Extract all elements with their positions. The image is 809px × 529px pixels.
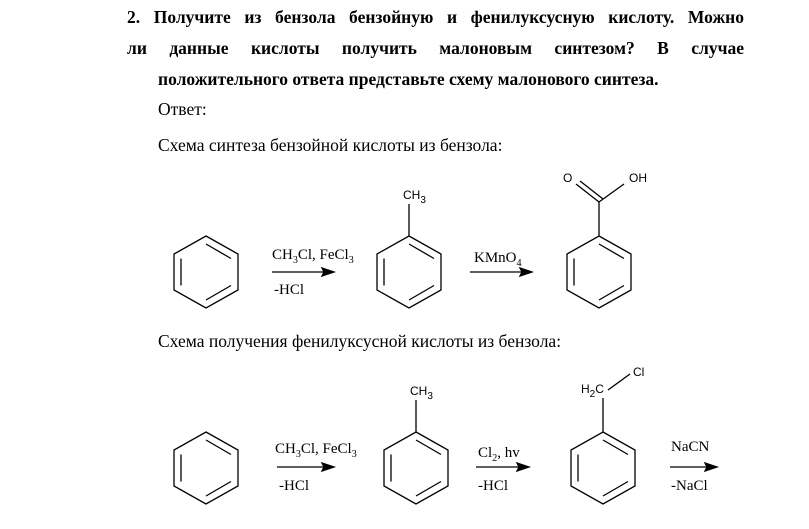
scheme2-step3-byproduct: -NaCl — [671, 478, 708, 494]
scheme2-arrow-3 — [670, 463, 717, 471]
question-line-1: 2. Получите из бензола бензойную и фенилуксусную кислоту. Можно — [127, 7, 744, 27]
answer-label: Ответ: — [158, 99, 207, 119]
scheme1-step2-reagent: KMnO$_4$ — [474, 250, 522, 269]
scheme1-step1-reagent: $CH_3Cl$, FeCl$_3$ — [272, 247, 354, 266]
scheme1-benzoic-acid — [567, 181, 631, 308]
scheme1-arrow-2 — [470, 268, 532, 276]
scheme2-step1-byproduct: -HCl — [279, 478, 309, 494]
question-line-3: положительного ответа представьте схему малонового синтеза. — [158, 69, 659, 89]
scheme2-benzyl-ch2: $H_2C$ — [581, 382, 604, 400]
scheme2-step2-reagent: $Cl_2$, hv — [478, 445, 520, 464]
scheme1-toluene-methyl: $CH_3$ — [403, 188, 426, 206]
question-line-2: ли данные кислоты получить малоновым синтезом? В случае — [127, 38, 744, 58]
scheme1-acid-oxygen: O — [563, 171, 573, 185]
scheme2-arrow-2 — [476, 463, 529, 471]
scheme2-step3-reagent: NaCN — [671, 439, 710, 455]
scheme2-toluene — [384, 400, 448, 504]
scheme1-title: Схема синтеза бензойной кислоты из бензола: — [158, 135, 503, 155]
scheme2-step2-byproduct: -HCl — [478, 478, 508, 494]
scheme2-step1-reagent: $CH_3Cl$, FeCl$_3$ — [275, 441, 357, 460]
scheme2-benzyl-chlorine: Cl — [633, 365, 645, 379]
scheme1-toluene — [377, 204, 441, 308]
scheme1-step1-byproduct: -HCl — [274, 282, 304, 298]
scheme1-arrow-1 — [272, 268, 334, 276]
scheme2-title: Схема получения фенилуксусной кислоты из бензола: — [158, 331, 562, 351]
scheme1-benzene — [174, 236, 238, 308]
scheme1-acid-hydroxyl: OH — [629, 171, 647, 185]
scheme2-benzene — [174, 432, 238, 504]
scheme2-arrow-1 — [277, 463, 334, 471]
scheme2-toluene-methyl: $CH_3$ — [410, 384, 433, 402]
